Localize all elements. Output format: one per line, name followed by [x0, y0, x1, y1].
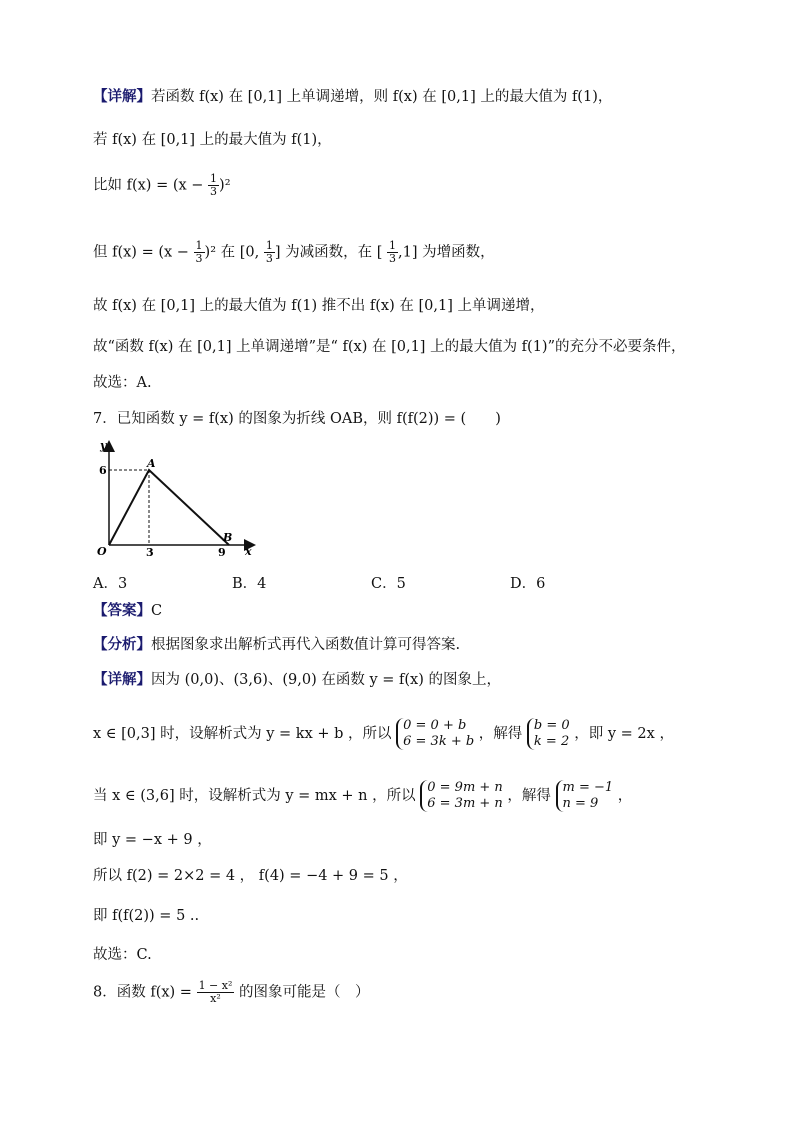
analysis-tag: 【分析】 [93, 637, 151, 653]
q6-detail-line-1: 【详解】若函数 f(x) 在 [0,1] 上单调递增，则 f(x) 在 [0,1] 上的最大值为 f(1)， [93, 89, 613, 105]
polyline-oab [109, 470, 229, 545]
tick-label-x9: 9 [218, 546, 226, 559]
q7-detail-line-2: x ∈ [0,3] 时，设解析式为 y = kx + b ，所以 0 = 0 + b 6 = 3k + b ，解得 b = 0 k = 2 ，即 y = 2x ， [93, 718, 674, 749]
q7-detail-line-3: 当 x ∈ (3,6] 时，设解析式为 y = mx + n ，所以 0 = 9m + n 6 = 3m + n ，解得 m = −1 n = 9 ， [93, 780, 633, 811]
q6-detail-line-4: 但 f(x) = (x − $\frac{1}{3}$ )² 在 [0, $\frac{1}{3}$ ] 为减函数，在 [ $\frac{1}{3}$ ,1] 为增函数， [93, 239, 495, 265]
y-axis-label: y [100, 439, 107, 452]
point-b-label: B [223, 531, 233, 544]
origin-label: O [97, 545, 107, 558]
q6-detail-line-5: 故 f(x) 在 [0,1] 上的最大值为 f(1) 推不出 f(x) 在 [0,1] 上单调递增， [93, 298, 545, 314]
q7-detail-line-7: 故选：C. [93, 947, 152, 963]
choice-c: C．5 [371, 576, 406, 592]
q7-polyline-graph [93, 437, 263, 562]
choice-b: B．4 [232, 576, 267, 592]
tick-label-y6: 6 [99, 464, 107, 477]
equation-system: 0 = 0 + b 6 = 3k + b [396, 718, 474, 750]
q7-detail-line-4: 即 y = −x + 9 ， [93, 832, 212, 848]
equation-system: m = −1 n = 9 [556, 780, 614, 812]
fraction: $\frac{1}{3}$ [195, 239, 203, 265]
q7-detail-line-1: 【详解】因为 (0,0)、(3,6)、(9,0) 在函数 y = f(x) 的图象上， [93, 672, 501, 688]
q7-stem: 7．已知函数 y = f(x) 的图象为折线 OAB，则 f(f(2)) = ( ) [93, 411, 501, 427]
q6-detail-line-3: 比如 f(x) = (x − $\frac{1}{3}$ )² [93, 172, 231, 198]
q6-detail-line-2: 若 f(x) 在 [0,1] 上的最大值为 f(1)， [93, 132, 332, 148]
equation-system: 0 = 9m + n 6 = 3m + n [420, 780, 503, 812]
fraction: $\frac{\text{1 − x²}}{\text{x²}}$ [198, 979, 233, 1005]
x-axis-label: x [245, 545, 252, 558]
q7-analysis-line: 【分析】根据图象求出解析式再代入函数值计算可得答案. [93, 637, 461, 653]
fraction: $\frac{1}{3}$ [210, 172, 218, 198]
fraction: $\frac{1}{3}$ [389, 239, 396, 265]
detail-tag: 【详解】 [93, 672, 151, 688]
tick-label-x3: 3 [146, 546, 154, 559]
answer-tag: 【答案】 [93, 603, 151, 619]
detail-tag: 【详解】 [93, 89, 151, 105]
q7-answer-line: 【答案】C [93, 603, 163, 619]
equation-system: b = 0 k = 2 [527, 718, 570, 750]
choice-a: A．3 [93, 576, 128, 592]
fraction: $\frac{1}{3}$ [265, 239, 273, 265]
q8-stem: 8．函数 f(x) = $\frac{\text{1 − x²}}{\text{x²}}$ 的图象可能是（ ） [93, 979, 370, 1005]
q6-detail-line-7: 故选：A. [93, 375, 152, 391]
q7-detail-line-6: 即 f(f(2)) = 5 .. [93, 908, 200, 924]
choice-d: D．6 [510, 576, 546, 592]
q6-detail-line-6: 故“函数 f(x) 在 [0,1] 上单调递增”是“ f(x) 在 [0,1] 上的最大值为 f(1)”的充分不必要条件， [93, 339, 686, 355]
point-a-label: A [147, 457, 156, 470]
q7-detail-line-5: 所以 f(2) = 2×2 = 4 ， f(4) = −4 + 9 = 5 ， [93, 868, 408, 884]
